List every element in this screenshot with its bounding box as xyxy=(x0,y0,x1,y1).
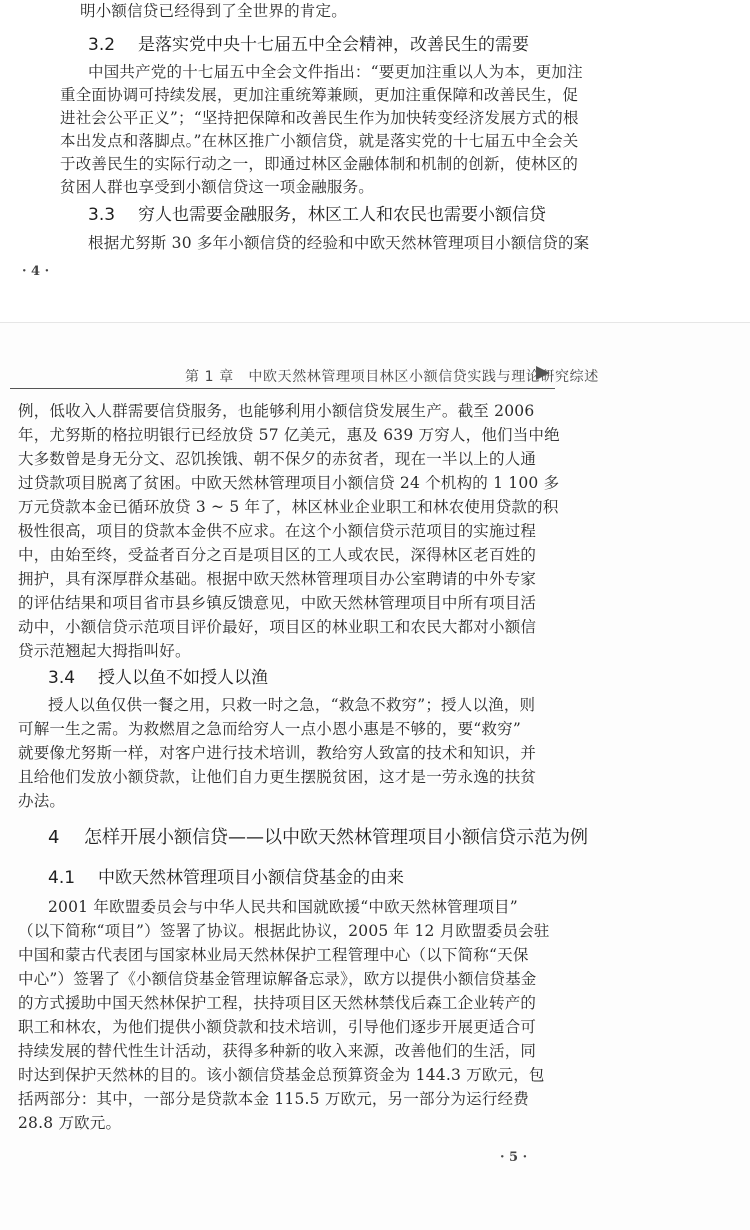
body-line: 办法。 xyxy=(18,792,66,810)
body-line: 重全面协调可持续发展，更加注重统筹兼顾，更加注重保障和改善民生，促 xyxy=(60,86,579,104)
running-head: 第 1 章 中欧天然林管理项目林区小额信贷实践与理论研究综述 xyxy=(185,369,599,385)
body-line: 极性很高，项目的贷款本金供不应求。在这个小额信贷示范项目的实施过程 xyxy=(18,522,537,540)
heading-number: 3.4 xyxy=(48,668,76,688)
body-line: 授人以鱼仅供一餐之用，只救一时之急，“救急不救穷”；授人以渔，则 xyxy=(48,696,536,714)
page-number: · 5 · xyxy=(500,1150,528,1165)
body-line: 大多数曾是身无分文、忍饥挨饿、朝不保夕的赤贫者，现在一半以上的人通 xyxy=(18,450,537,468)
body-line: 万元贷款本金已循环放贷 3 ~ 5 年了，林区林业企业职工和林农使用贷款的积 xyxy=(18,498,559,516)
body-line: 中心”）签署了《小额信贷基金管理谅解备忘录》，欧方以提供小额信贷基金 xyxy=(18,970,537,988)
body-line: 持续发展的替代性生计活动，获得多种新的收入来源，改善他们的生活，同 xyxy=(18,1042,537,1060)
heading-number: 4 xyxy=(48,827,60,848)
heading-number: 4.1 xyxy=(48,868,76,888)
heading-text: 穷人也需要金融服务，林区工人和农民也需要小额信贷 xyxy=(138,205,546,225)
body-line: 进社会公平正义”；“坚持把保障和改善民生作为加快转变经济发展方式的根 xyxy=(60,109,579,127)
body-line: 贷示范翘起大拇指叫好。 xyxy=(18,642,191,660)
body-line: 动中，小额信贷示范项目评价最好，项目区的林业职工和农民大都对小额信 xyxy=(18,618,537,636)
heading-text: 怎样开展小额信贷——以中欧天然林管理项目小额信贷示范为例 xyxy=(84,827,588,848)
body-line: 的评估结果和项目省市县乡镇反馈意见，中欧天然林管理项目中所有项目活 xyxy=(18,594,537,612)
body-line: 例，低收入人群需要信贷服务，也能够利用小额信贷发展生产。截至 2006 xyxy=(18,402,535,420)
body-line: 时达到保护天然林的目的。该小额信贷基金总预算资金为 144.3 万欧元，包 xyxy=(18,1066,545,1084)
body-line: 28.8 万欧元。 xyxy=(18,1114,122,1132)
body-line: 拥护，具有深厚群众基础。根据中欧天然林管理项目办公室聘请的中外专家 xyxy=(18,570,537,588)
body-line: 职工和林农，为他们提供小额贷款和技术培训，引导他们逐步开展更适合可 xyxy=(18,1018,537,1036)
body-line: 本出发点和落脚点。”在林区推广小额信贷，就是落实党的十七届五中全会关 xyxy=(60,132,579,150)
body-line: 括两部分：其中，一部分是贷款本金 115.5 万欧元，另一部分为运行经费 xyxy=(18,1090,529,1108)
body-line: 中国和蒙古代表团与国家林业局天然林保护工程管理中心（以下简称“天保 xyxy=(18,946,529,964)
body-line: 的方式援助中国天然林保护工程，扶持项目区天然林禁伐后森工企业转产的 xyxy=(18,994,537,1012)
running-head-arrow-icon xyxy=(536,366,550,380)
header-rule xyxy=(10,388,555,389)
body-line: （以下简称“项目”）签署了协议。根据此协议，2005 年 12 月欧盟委员会驻 xyxy=(18,922,550,940)
body-line: 明小额信贷已经得到了全世界的肯定。 xyxy=(80,2,347,20)
body-line: 中国共产党的十七届五中全会文件指出：“要更加注重以人为本，更加注 xyxy=(88,63,583,81)
section-heading-4-1 xyxy=(48,866,404,890)
section-heading-3-2 xyxy=(88,33,529,57)
body-line: 就要像尤努斯一样，对客户进行技术培训，教给穷人致富的技术和知识，并 xyxy=(18,744,537,762)
body-line: 2001 年欧盟委员会与中华人民共和国就欧援“中欧天然林管理项目” xyxy=(48,898,518,916)
body-line: 中，由始至终，受益者百分之百是项目区的工人或农民，深得林区老百姓的 xyxy=(18,546,537,564)
body-line: 根据尤努斯 30 多年小额信贷的经验和中欧天然林管理项目小额信贷的案 xyxy=(88,234,590,252)
section-heading-3-4 xyxy=(48,666,268,690)
heading-text: 中欧天然林管理项目小额信贷基金的由来 xyxy=(98,868,404,888)
body-line: 贫困人群也享受到小额信贷这一项金融服务。 xyxy=(60,178,375,196)
heading-text: 授人以鱼不如授人以渔 xyxy=(98,668,268,688)
heading-text: 是落实党中央十七届五中全会精神，改善民生的需要 xyxy=(138,35,529,55)
heading-number: 3.3 xyxy=(88,205,116,225)
body-line: 可解一生之需。为救燃眉之急而给穷人一点小恩小惠是不够的，要“救穷” xyxy=(18,720,521,738)
body-line: 于改善民生的实际行动之一，即通过林区金融体制和机制的创新，使林区的 xyxy=(60,155,579,173)
body-line: 过贷款项目脱离了贫困。中欧天然林管理项目小额信贷 24 个机构的 1 100 多 xyxy=(18,474,560,492)
body-line: 且给他们发放小额贷款，让他们自力更生摆脱贫困，这才是一劳永逸的扶贫 xyxy=(18,768,537,786)
section-heading-3-3 xyxy=(88,203,546,227)
body-line: 年，尤努斯的格拉明银行已经放贷 57 亿美元，惠及 639 万穷人，他们当中绝 xyxy=(18,426,560,444)
section-heading-4 xyxy=(48,826,588,850)
page-number: · 4 · xyxy=(22,264,50,279)
heading-number: 3.2 xyxy=(88,35,116,55)
